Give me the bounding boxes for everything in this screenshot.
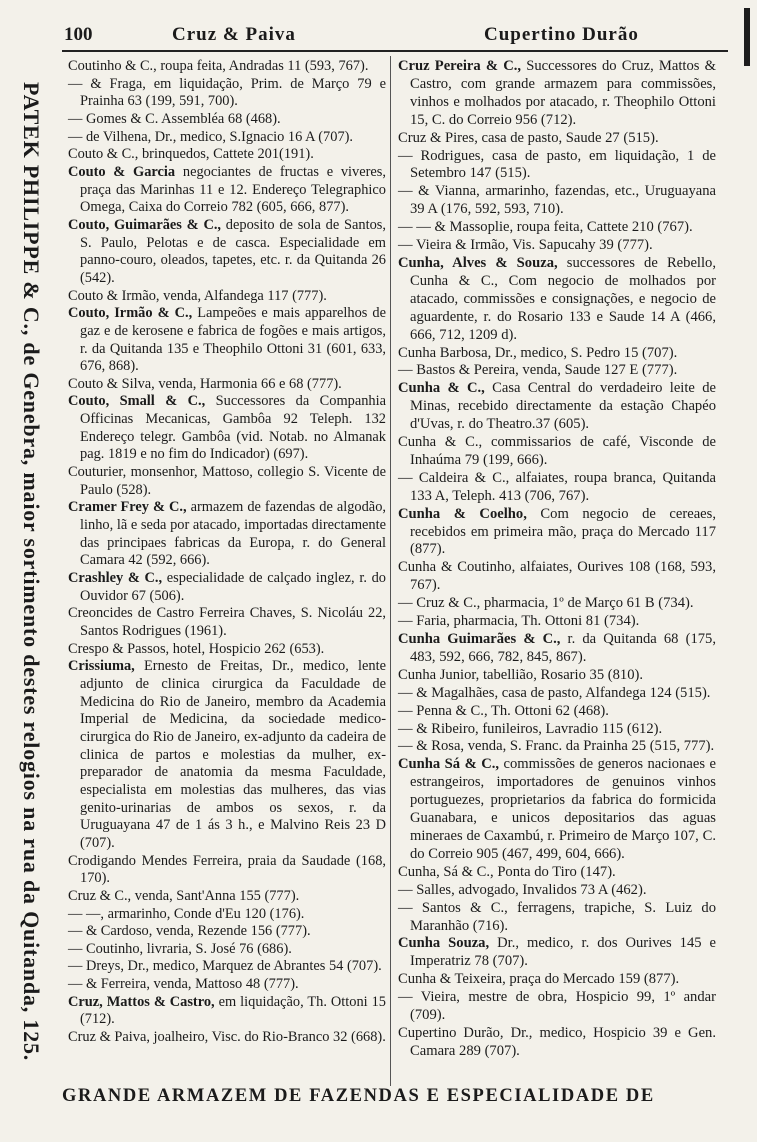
entry-text: Couto & Silva, venda, Harmonia 66 e 68 (777). xyxy=(68,375,342,392)
entry-text: commissões de generos nacionaes e estrangeiros, importadores de genuinos vinhos portuguezes, proprietarios da fabrica do formicida Guanabara, e unicos depositarios das aguas mineraes de Caxambú, r. Primeiro de Março 107, C. do Correio 905 (467, 499, 604, 666). xyxy=(410,756,716,862)
entry-name: Crissiuma, xyxy=(68,658,135,675)
directory-entry xyxy=(398,183,716,219)
entry-text: Cruz & C., venda, Sant'Anna 155 (777). xyxy=(68,887,300,904)
entry-text: — Gomes & C. Assembléa 68 (468). xyxy=(68,110,281,127)
directory-entry xyxy=(68,888,386,906)
directory-entry xyxy=(68,923,386,941)
directory-entry xyxy=(398,148,716,184)
entry-text: — & Ribeiro, funileiros, Lavradio 115 (612). xyxy=(398,720,663,737)
directory-entry xyxy=(68,129,386,147)
directory-entry xyxy=(68,464,386,499)
entry-name: Cunha Guimarães & C., xyxy=(398,631,561,647)
directory-entry xyxy=(398,721,716,739)
directory-entry xyxy=(68,146,386,164)
entry-name: Cruz Pereira & C., xyxy=(398,58,522,74)
entry-text: Com negocio de cereaes, recebidos em primeira mão, praça do Mercado 117 (877). xyxy=(410,505,716,558)
directory-entry xyxy=(398,434,716,470)
directory-entry xyxy=(398,631,716,667)
entry-text: Cruz & Pires, casa de pasto, Saude 27 (515). xyxy=(398,129,659,146)
entry-text: — & Vianna, armarinho, fazendas, etc., Uruguayana 39 A (176, 592, 593, 710). xyxy=(398,183,716,218)
vertical-advertisement xyxy=(18,82,46,1062)
entry-name: Couto & Garcia xyxy=(68,163,176,180)
directory-entry xyxy=(68,217,386,288)
entry-text: Dr., medico, r. dos Ourives 145 e Imperatriz 78 (707). xyxy=(410,935,716,970)
directory-entry xyxy=(398,756,716,863)
directory-entry xyxy=(398,559,716,595)
directory-entry xyxy=(68,393,386,464)
right-column xyxy=(398,58,716,1061)
directory-entry xyxy=(398,130,716,148)
directory-entry xyxy=(68,376,386,394)
directory-entry xyxy=(398,1025,716,1061)
entry-text: Cunha, Sá & C., Ponta do Tiro (147). xyxy=(398,863,616,880)
entry-text: — —, armarinho, Conde d'Eu 120 (176). xyxy=(68,905,305,922)
entry-text: — & Cardoso, venda, Rezende 156 (777). xyxy=(68,923,311,940)
entry-text: — & Fraga, em liquidação, Prim. de Março 79 e Prainha 63 (199, 591, 700). xyxy=(68,75,386,110)
entry-text: em liquidação, Th. Ottoni 15 (712). xyxy=(80,993,386,1028)
entry-text: Lampeões e mais apparelhos de gaz e de kerosene e fabrica de fogões e mais artigos, r. da Quitanda 135 e Theophilo Ottoni 31 (601, 633, 676, 868). xyxy=(80,305,386,375)
vertical-ad-text: PATEK PHILIPPE & C., de Genebra, maior sortimento destes relogios na rua da Quitanda, 125. xyxy=(19,82,44,1062)
directory-entry xyxy=(398,971,716,989)
running-head-right: Cupertino Durão xyxy=(484,24,639,45)
entry-text: Couto & Irmão, venda, Alfandega 117 (777). xyxy=(68,287,327,304)
entry-text: — Penna & C., Th. Ottoni 62 (468). xyxy=(398,702,609,719)
entry-name: Cramer Frey & C., xyxy=(68,499,187,516)
entry-text: — Salles, advogado, Invalidos 73 A (462). xyxy=(398,881,647,898)
entry-text: Cunha Barbosa, Dr., medico, S. Pedro 15 (707). xyxy=(398,344,678,361)
entry-text: — Vieira, mestre de obra, Hospicio 99, 1º andar (709). xyxy=(398,989,716,1024)
entry-text: Couturier, monsenhor, Mattoso, collegio S. Vicente de Paulo (528). xyxy=(68,464,386,498)
entry-name: Couto, Irmão & C., xyxy=(68,305,193,322)
entry-text: Crodigando Mendes Ferreira, praia da Saudade (168, 170). xyxy=(68,852,386,887)
entry-text: Cunha & C., commissarios de café, Visconde de Inhaúma 79 (199, 666). xyxy=(398,434,716,468)
directory-entry xyxy=(398,667,716,685)
directory-entry xyxy=(398,738,716,756)
entry-text: — Dreys, Dr., medico, Marquez de Abrantes 54 (707). xyxy=(68,958,382,975)
directory-entry xyxy=(68,1029,386,1047)
running-head-left: Cruz & Paiva xyxy=(172,24,296,45)
directory-entry xyxy=(398,255,716,345)
directory-entry xyxy=(68,499,386,570)
entry-text: negociantes de fructas e viveres, praça das Marinhas 11 e 12. Endereço Telegraphico Omega, Caixa do Correio 782 (605, 666, 877). xyxy=(80,163,387,216)
entry-text: Successores do Cruz, Mattos & Castro, com grande armazem para commissões, vinhos e molhados por atacado, r. Theophilo Ottoni 15, C. do Correio 956 (712). xyxy=(410,58,716,128)
footer-banner: GRANDE ARMAZEM DE FAZENDAS E ESPECIALIDADE DE xyxy=(62,1086,655,1106)
entry-text: — Cruz & C., pharmacia, 1º de Março 61 B (734). xyxy=(398,595,694,612)
entry-text: Cunha Junior, tabellião, Rosario 35 (810). xyxy=(398,666,644,683)
directory-entry xyxy=(398,703,716,721)
column-divider xyxy=(390,56,391,1086)
directory-entry xyxy=(398,864,716,882)
entry-text: — Rodrigues, casa de pasto, em liquidação, 1 de Setembro 147 (515). xyxy=(398,147,716,182)
entry-text: — & Rosa, venda, S. Franc. da Prainha 25 (515, 777). xyxy=(398,738,715,755)
header-rule xyxy=(62,50,728,52)
directory-entry xyxy=(68,853,386,888)
directory-entry xyxy=(398,380,716,434)
directory-entry xyxy=(68,164,386,217)
entry-text: especialidade de calçado inglez, r. do Ouvidor 67 (506). xyxy=(80,570,386,604)
entry-name: Cunha, Alves & Souza, xyxy=(398,254,558,271)
directory-entry xyxy=(398,506,716,560)
directory-entry xyxy=(68,658,386,852)
entry-text: successores de Rebello, Cunha & C., Com negocio de molhados por atacado, commissões e consignações, e negocio de aguardente, r. do Rosario 133 e Saude 14 A (466, 666, 712, 1209 d). xyxy=(410,254,716,343)
directory-entry xyxy=(68,58,386,76)
entry-text: Casa Central do verdadeiro leite de Minas, recebido directamente da estação Chapéo d'Uvas, r. do Theatro.37 (605). xyxy=(410,380,716,433)
entry-text: Successores da Companhia Officinas Mecanicas, Gambôa 92 Teleph. 132 Endereço telegr. Gambôa (vid. Notab. no Almanak pag. 1819 e no fim do Indicador) (697). xyxy=(80,393,386,463)
directory-entry xyxy=(398,470,716,506)
directory-entry xyxy=(398,237,716,255)
entry-text: — & Ferreira, venda, Mattoso 48 (777). xyxy=(68,976,299,993)
entry-text: — Coutinho, livraria, S. José 76 (686). xyxy=(68,940,292,957)
directory-entry xyxy=(398,595,716,613)
page-header xyxy=(64,24,724,50)
directory-entry xyxy=(68,111,386,129)
directory-entry xyxy=(68,958,386,976)
entry-text: — — & Massoplie, roupa feita, Cattete 210 (767). xyxy=(398,219,693,236)
directory-entry xyxy=(398,989,716,1025)
directory-entry xyxy=(68,570,386,605)
directory-entry xyxy=(68,941,386,959)
entry-text: Creoncides de Castro Ferreira Chaves, S. Nicoláu 22, Santos Rodrigues (1961). xyxy=(68,605,386,639)
entry-text: armazem de fazendas de algodão, linho, lã e seda por atacado, importadas directamente das principaes fabricas da Europa, r. do General Camara 42 (592, 666). xyxy=(80,499,386,569)
entry-name: Cunha & Coelho, xyxy=(398,505,527,522)
directory-entry xyxy=(68,994,386,1029)
directory-entry xyxy=(398,613,716,631)
directory-entry xyxy=(68,288,386,306)
entry-text: deposito de sola de Santos, S. Paulo, Pelotas e de casca. Especialidade em panno-couro, oleados, tapetes, etc. r. da Quitanda 26 (542). xyxy=(80,216,386,286)
entry-text: — de Vilhena, Dr., medico, S.Ignacio 16 A (707). xyxy=(68,128,354,145)
directory-entry xyxy=(398,935,716,971)
page-number: 100 xyxy=(64,24,93,45)
entry-name: Couto, Guimarães & C., xyxy=(68,216,222,233)
entry-name: Cunha & C., xyxy=(398,380,485,397)
entry-text: Coutinho & C., roupa feita, Andradas 11 (593, 767). xyxy=(68,58,369,74)
entry-text: — Caldeira & C., alfaiates, roupa branca, Quitanda 133 A, Teleph. 413 (706, 767). xyxy=(398,469,716,504)
entry-text: Cruz & Paiva, joalheiro, Visc. do Rio-Branco 32 (668). xyxy=(68,1029,386,1046)
directory-entry xyxy=(398,58,716,130)
entry-name: Crashley & C., xyxy=(68,570,163,587)
directory-entry xyxy=(68,605,386,640)
entry-text: r. da Quitanda 68 (175, 483, 592, 666, 782, 845, 867). xyxy=(410,631,716,665)
entry-text: Cunha & Coutinho, alfaiates, Ourives 108 (168, 593, 767). xyxy=(398,559,716,594)
edge-mark xyxy=(744,8,750,66)
directory-entry xyxy=(398,685,716,703)
entry-text: — & Magalhães, casa de pasto, Alfandega 124 (515). xyxy=(398,684,711,701)
entry-name: Cruz, Mattos & Castro, xyxy=(68,993,215,1010)
directory-entry xyxy=(68,976,386,994)
directory-entry xyxy=(398,345,716,363)
entry-text: Couto & C., brinquedos, Cattete 201(191). xyxy=(68,146,314,163)
entry-text: Crespo & Passos, hotel, Hospicio 262 (653). xyxy=(68,640,325,657)
directory-entry xyxy=(398,882,716,900)
entry-text: — Bastos & Pereira, venda, Saude 127 E (777). xyxy=(398,362,678,379)
entry-name: Cunha Sá & C., xyxy=(398,756,500,773)
directory-entry xyxy=(398,219,716,237)
left-column xyxy=(68,58,386,1047)
directory-entry xyxy=(68,305,386,376)
entry-text: — Faria, pharmacia, Th. Ottoni 81 (734). xyxy=(398,613,640,630)
entry-text: — Vieira & Irmão, Vis. Sapucahy 39 (777). xyxy=(398,237,653,254)
directory-entry xyxy=(398,900,716,936)
entry-text: Ernesto de Freitas, Dr., medico, lente adjunto de clinica cirurgica da Faculdade de Medicina do Rio de Janeiro, membro da Academia Imperial de Medicina, da sociedade medico-cirurgica do Rio de Janeiro, ex-adjunto da cadeira de clinica de partos e molestias da mulher, ex-preparador de anatomia da mesma Faculdade, especialista em molestias das mulheres, das vias genito-urinarias de ambos os sexos, r. da Uruguayana 47 de 1 ás 3 h., e Malvino Reis 23 D (707). xyxy=(80,658,386,851)
entry-name: Couto, Small & C., xyxy=(68,393,206,410)
entry-name: Cunha Souza, xyxy=(398,935,490,952)
entry-text: Cupertino Durão, Dr., medico, Hospicio 39 e Gen. Camara 289 (707). xyxy=(398,1024,716,1059)
directory-entry xyxy=(68,76,386,111)
directory-entry xyxy=(68,906,386,924)
directory-entry xyxy=(398,362,716,380)
entry-text: — Santos & C., ferragens, trapiche, S. Luiz do Maranhão (716). xyxy=(398,899,716,934)
entry-text: Cunha & Teixeira, praça do Mercado 159 (877). xyxy=(398,971,680,988)
directory-entry xyxy=(68,641,386,659)
